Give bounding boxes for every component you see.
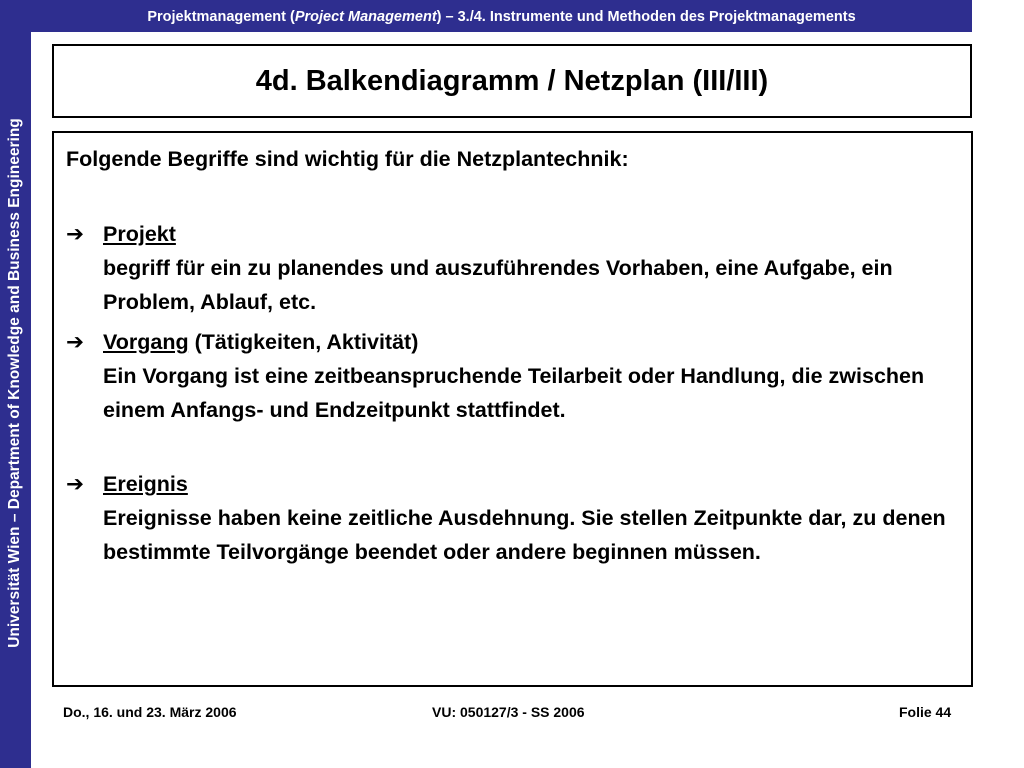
footer-course: VU: 050127/3 - SS 2006 (432, 704, 585, 720)
header-bar (31, 0, 972, 32)
header-prefix: Projektmanagement ( (147, 9, 295, 25)
left-sidebar (0, 0, 31, 768)
bullet-ereignis (66, 467, 956, 569)
header-suffix: ) – 3./4. Instrumente und Methoden des Projektmanagements (436, 9, 856, 25)
bullet-vorgang (66, 325, 956, 427)
slide-title: 4d. Balkendiagramm / Netzplan (III/III) (255, 64, 769, 97)
bullet-description: Ein Vorgang ist eine zeitbeanspruchende Teilarbeit oder Handlung, die zwischen einem Anfangs- und Endzeitpunkt stattfindet. (103, 364, 925, 422)
arrow-icon: ➔ (66, 472, 85, 496)
bullet-description: Ereignisse haben keine zeitliche Ausdehnung. Sie stellen Zeitpunkte dar, zu denen bestimmte Teilvorgänge beendet oder andere beginnen müssen. (103, 506, 946, 564)
sidebar-affiliation: Universität Wien – Department of Knowledge and Business Engineering (6, 118, 23, 648)
bullet-description: begriff für ein zu planendes und auszuführendes Vorhaben, eine Aufgabe, ein Problem, Ablauf, etc. (103, 256, 893, 314)
bullet-heading (103, 467, 956, 501)
title-box (52, 44, 972, 118)
intro-text: Folgende Begriffe sind wichtig für die Netzplantechnik: (66, 147, 629, 171)
header-italic: Project Management (294, 9, 437, 25)
bullet-heading (103, 325, 956, 359)
bullet-projekt (66, 217, 956, 319)
bullet-heading (103, 217, 956, 251)
footer-date: Do., 16. und 23. März 2006 (63, 704, 237, 720)
footer-slide-number: Folie 44 (899, 704, 952, 720)
term-ereignis: Ereignis (103, 472, 188, 496)
term-suffix: (Tätigkeiten, Aktivität) (188, 330, 419, 354)
term-vorgang: Vorgang (103, 330, 189, 354)
arrow-icon: ➔ (66, 222, 85, 246)
term-projekt: Projekt (103, 222, 176, 246)
arrow-icon: ➔ (66, 330, 85, 354)
content-box (52, 131, 973, 687)
